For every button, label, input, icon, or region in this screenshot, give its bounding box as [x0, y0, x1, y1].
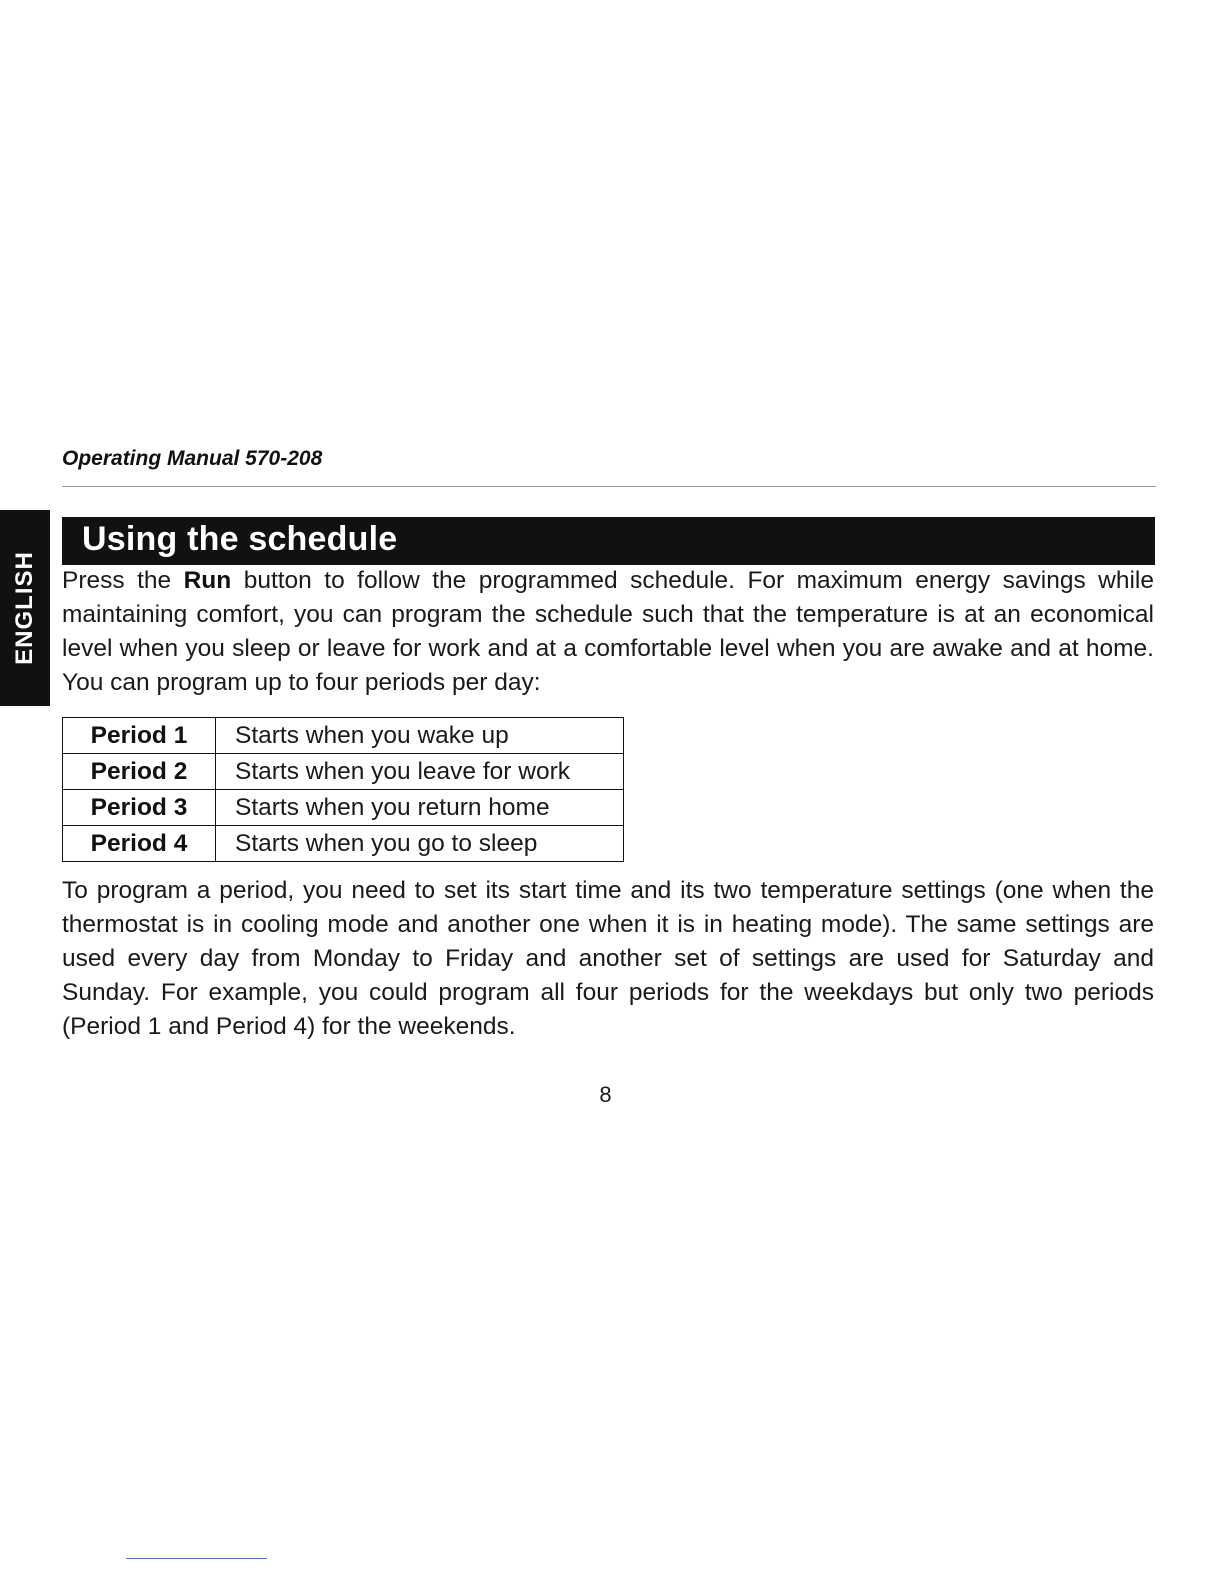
section-banner — [62, 517, 1155, 565]
language-tab-label: ENGLISH — [11, 551, 38, 665]
running-header: Operating Manual 570-208 — [62, 447, 323, 470]
period-description: Starts when you wake up — [216, 718, 624, 754]
period-description: Starts when you go to sleep — [216, 826, 624, 862]
intro-text-start: Press the — [62, 567, 184, 594]
language-tab — [0, 510, 50, 706]
table-row — [63, 754, 624, 790]
intro-text-rest: button to follow the programmed schedule. For maximum energy savings while maintaining comfort, you can program the schedule such that the temperature is at an economical level when you sleep or leave for work and at a comfortable level when you are awake and at home. You can program up to four periods per day: — [62, 567, 1154, 696]
period-name: Period 3 — [63, 790, 216, 826]
footer-line — [126, 1558, 267, 1559]
period-description: Starts when you return home — [216, 790, 624, 826]
body-paragraph: To program a period, you need to set its start time and its two temperature settings (one when the thermostat is in cooling mode and another one when it is in heating mode). The same settings are used every day from Monday to Friday and another set of settings are used for Saturday and Sunday. For example, you could program all four periods for the weekdays but only two periods (Period 1 and Period 4) for the weekends. — [62, 877, 1154, 1040]
period-name: Period 2 — [63, 754, 216, 790]
period-name: Period 1 — [63, 718, 216, 754]
periods-table — [62, 717, 624, 862]
page-number: 8 — [599, 1082, 612, 1107]
table-row — [63, 718, 624, 754]
run-button-name: Run — [183, 567, 232, 594]
table-row — [63, 790, 624, 826]
intro-paragraph — [62, 564, 1154, 700]
section-title: Using the schedule — [82, 520, 398, 558]
period-name: Period 4 — [63, 826, 216, 862]
header-divider — [62, 486, 1156, 487]
table-row — [63, 826, 624, 862]
period-description: Starts when you leave for work — [216, 754, 624, 790]
